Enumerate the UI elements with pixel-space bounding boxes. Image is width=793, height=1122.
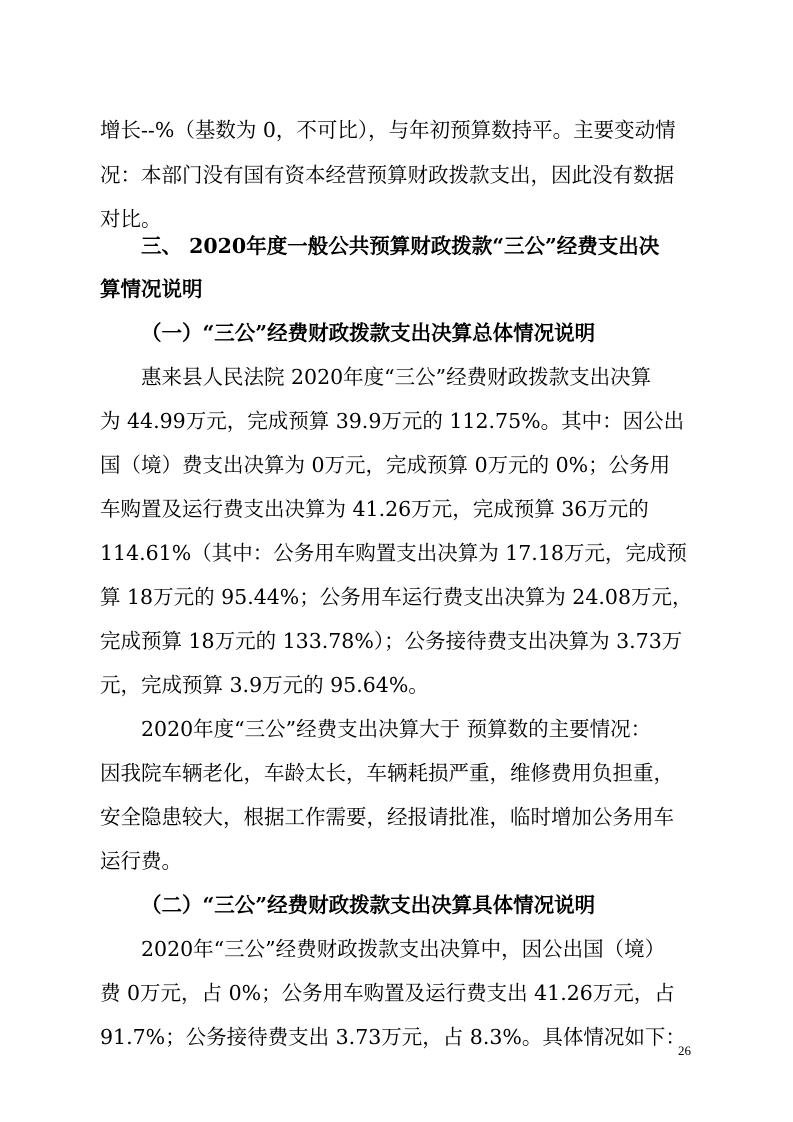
page-number: 26 bbox=[678, 1043, 691, 1058]
text-line: 2020年度“三公”经费支出决算大于 预算数的主要情况： bbox=[141, 717, 652, 741]
heading-line: （二）“三公”经费财政拨款支出决算具体情况说明 bbox=[141, 893, 596, 917]
heading-line: 算情况说明 bbox=[100, 277, 203, 301]
heading-line: （一）“三公”经费财政拨款支出决算总体情况说明 bbox=[141, 321, 596, 345]
text-line: 91.7%；公务接待费支出 3.73万元，占 8.3%。具体情况如下： bbox=[100, 1025, 686, 1049]
text-line: 元，完成预算 3.9万元的 95.64%。 bbox=[100, 673, 429, 697]
text-line: 况：本部门没有国有资本经营预算财政拨款支出，因此没有数据 bbox=[100, 163, 674, 187]
heading-line: 三、 2020年度一般公共预算财政拨款“三公”经费支出决 bbox=[141, 234, 660, 258]
text-line: 增长--%（基数为 0，不可比），与年初预算数持平。主要变动情 bbox=[100, 118, 676, 142]
text-line: 因我院车辆老化，车龄太长，车辆耗损严重，维修费用负担重， bbox=[100, 761, 674, 785]
text-line: 惠来县人民法院 2020年度“三公”经费财政拨款支出决算 bbox=[141, 365, 652, 389]
text-line: 国（境）费支出决算为 0万元，完成预算 0万元的 0%；公务用 bbox=[100, 453, 671, 477]
text-line: 安全隐患较大，根据工作需要，经报请批准，临时增加公务用车 bbox=[100, 805, 674, 829]
text-line: 对比。 bbox=[100, 207, 162, 231]
text-line: 为 44.99万元，完成预算 39.9万元的 112.75%。其中：因公出 bbox=[100, 409, 685, 433]
text-line: 运行费。 bbox=[100, 849, 182, 873]
text-line: 114.61%（其中：公务用车购置支出决算为 17.18万元，完成预 bbox=[100, 541, 687, 565]
text-line: 算 18万元的 95.44%；公务用车运行费支出决算为 24.08万元， bbox=[100, 585, 693, 609]
text-line: 费 0万元，占 0%；公务用车购置及运行费支出 41.26万元，占 bbox=[100, 981, 675, 1005]
text-line: 完成预算 18万元的 133.78%）；公务接待费支出决算为 3.73万 bbox=[100, 629, 683, 653]
text-line: 2020年“三公”经费财政拨款支出决算中，因公出国（境） bbox=[141, 937, 666, 961]
text-line: 车购置及运行费支出决算为 41.26万元，完成预算 36万元的 bbox=[100, 497, 649, 521]
